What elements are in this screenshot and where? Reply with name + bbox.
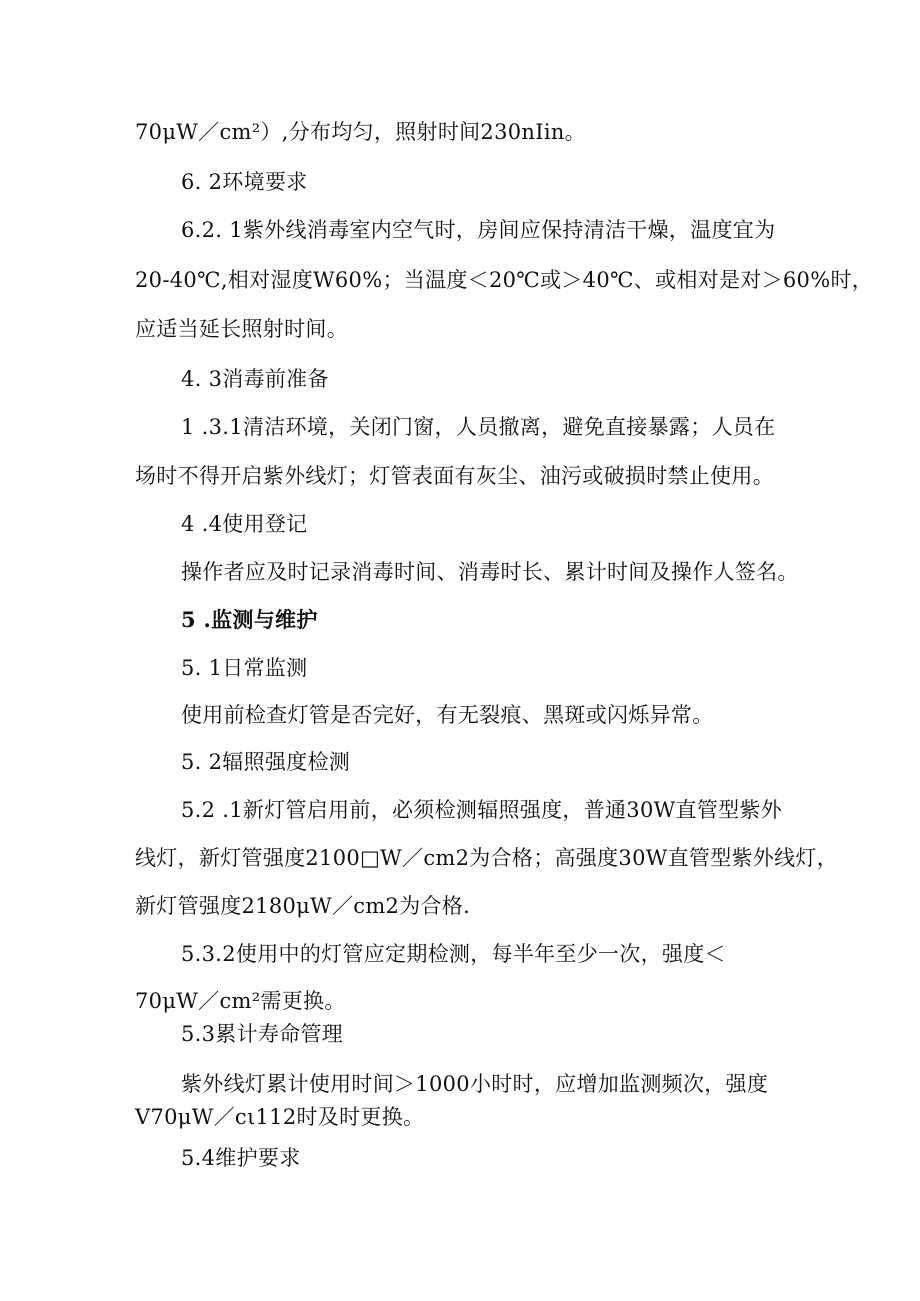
section-heading: 5. 2辐照强度检测 xyxy=(181,750,351,774)
section-heading: 4 .4使用登记 xyxy=(181,512,308,536)
text-line: 5.3.2使用中的灯管应定期检测，每半年至少一次，强度＜ xyxy=(181,942,726,966)
section-heading: 5.3累计寿命管理 xyxy=(181,1022,344,1046)
text-line: 应适当延长照射时间。 xyxy=(135,317,348,341)
section-heading: 5.4维护要求 xyxy=(181,1146,301,1170)
text-line: 场时不得开启紫外线灯；灯管表面有灰尘、油污或破损时禁止使用。 xyxy=(135,464,774,488)
text-line: 5.2 .1新灯管启用前，必须检测辐照强度，普通30W直管型紫外 xyxy=(181,798,783,822)
text-line: 使用前检查灯管是否完好，有无裂痕、黑斑或闪烁异常。 xyxy=(181,703,714,727)
text-line: 70μW／cm²）,分布均匀，照射时间230nIin。 xyxy=(135,120,586,144)
text-line: 操作者应及时记录消毒时间、消毒时长、累计时间及操作人签名。 xyxy=(181,560,799,584)
section-heading: 5. 1日常监测 xyxy=(181,656,308,680)
text-line: 6.2. 1紫外线消毒室内空气时，房间应保持清洁干燥，温度宜为 xyxy=(181,218,776,242)
text-line: 20-40℃,相对湿度W60%；当温度＜20℃或＞40℃、或相对是对＞60%时， xyxy=(135,268,874,292)
text-line: 1 .3.1清洁环境，关闭门窗，人员撤离，避免直接暴露；人员在 xyxy=(181,415,776,439)
text-line: V70μW／cι112时及时更换。 xyxy=(135,1105,425,1129)
text-line: 新灯管强度2180μW／cm2为合格. xyxy=(135,894,471,918)
section-heading: 4. 3消毒前准备 xyxy=(181,367,329,391)
chapter-heading: 5 .监测与维护 xyxy=(181,607,318,632)
text-line: 70μW／cm²需更换。 xyxy=(135,989,346,1013)
text-line: 线灯，新灯管强度2100□W／cm2为合格；高强度30W直管型紫外线灯， xyxy=(135,846,839,870)
text-line: 紫外线灯累计使用时间＞1000小时时，应增加监测频次，强度 xyxy=(181,1072,769,1096)
section-heading: 6. 2环境要求 xyxy=(181,170,308,194)
